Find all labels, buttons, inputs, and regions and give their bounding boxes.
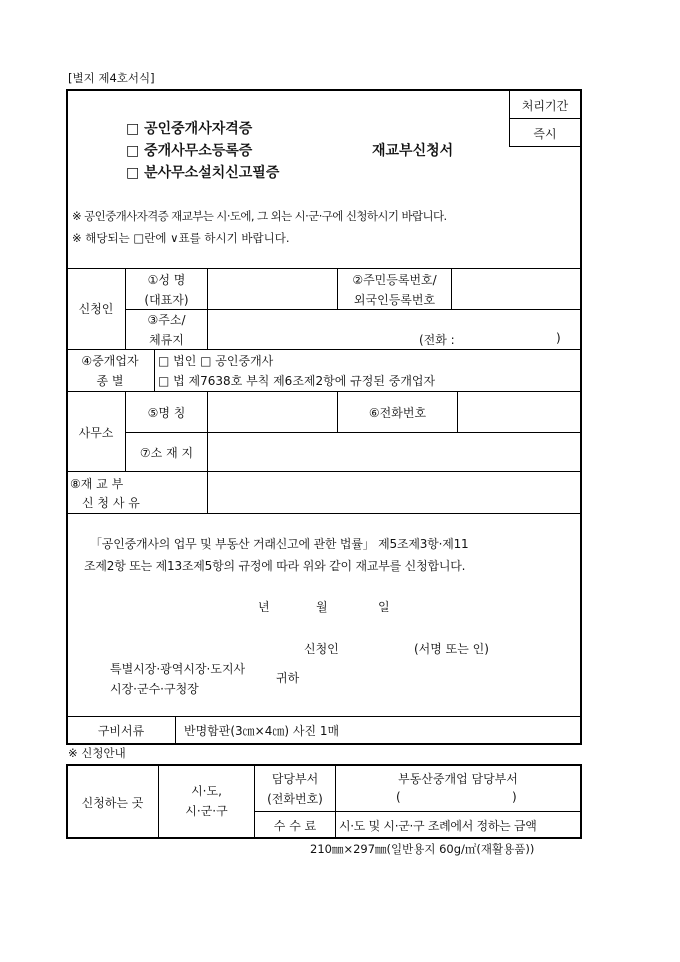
office-phone-label: ⑥전화번호 [368,406,427,420]
residence-label: 체류지 [149,333,184,347]
broker-type-label: ④중개업자 [81,354,139,368]
rrn-input[interactable] [453,270,579,308]
reason-label: ⑧재 교 부 [70,477,124,491]
note-where-to-apply: ※ 공인중개사자격증 재교부는 시·도에, 그 외는 시·군·구에 신청하시기 바랍니다. [72,209,447,223]
name-input[interactable] [209,270,336,308]
applicant-sign-label: 신청인 [304,642,339,656]
reason-input[interactable] [209,473,579,512]
name-label: ①성 명 [147,273,186,287]
guide-heading: ※ 신청안내 [68,746,126,760]
honorific-label: 귀하 [276,671,300,685]
address-label: ③주소/ [147,313,186,327]
guide-fee-label: 수 수 료 [273,819,317,833]
processing-period-value: 즉시 [533,127,557,141]
guide-dept-phone-label: (전화번호) [267,792,323,806]
paper-size-footer: 210㎜×297㎜(일반용지 60g/㎡(재활용품)) [310,842,535,856]
form-title: 재교부신청서 [372,143,454,159]
broker-type-options[interactable]: □ 법인 □ 공인중개사 [158,354,274,368]
address-phone-close: ) [556,331,561,345]
option-qualification-certificate[interactable]: □ 공인중개사자격증 [126,121,253,137]
guide-place-label: 신청하는 곳 [81,796,144,810]
guide-dept-value: 부동산중개업 담당부서 [398,772,518,786]
guide-fee-value: 시·도 및 시·군·구 조례에서 정하는 금액 [339,819,537,833]
rrn-label: ②주민등록번호/ [352,273,437,287]
date-year-label: 년 [258,600,270,614]
guide-dept-phone-close: ) [512,790,517,804]
broker-type-option-legacy[interactable]: □ 법 제7638호 부칙 제6조제2항에 규정된 중개업자 [158,374,436,388]
addressee-line-2: 시장·군수·구청장 [110,682,199,696]
address-phone-label: (전화 : [419,333,455,347]
office-location-input[interactable] [209,434,579,470]
guide-dept-phone-open: ( [396,790,401,804]
guide-place-2: 시·군·구 [185,804,228,818]
broker-type-label-2: 종 별 [96,374,124,388]
office-name-input[interactable] [209,393,336,431]
signature-label: (서명 또는 인) [414,642,489,656]
address-input[interactable] [209,311,579,348]
attachments-label: 구비서류 [97,724,145,738]
note-check-instruction: ※ 해당되는 □란에 ∨표를 하시기 바랍니다. [72,231,290,245]
processing-period-label: 처리기간 [521,99,569,113]
office-section-label: 사무소 [78,426,114,440]
reason-label-2: 신 청 사 유 [82,496,140,510]
guide-dept-label: 담당부서 [271,772,319,786]
option-branch-office-report[interactable]: □ 분사무소설치신고필증 [126,165,280,181]
statement-line-2: 조제2항 또는 제13조제5항의 규정에 따라 위와 같이 재교부를 신청합니다. [84,559,466,573]
attachments-value: 반명함판(3㎝×4㎝) 사진 1매 [184,724,340,738]
office-name-label: ⑤명 칭 [147,406,186,420]
office-phone-input[interactable] [459,393,579,431]
statement-line-1: 「공인중개사의 업무 및 부동산 거래신고에 관한 법률」 제5조제3항·제11 [90,537,469,551]
form-number-label: [별지 제4호서식] [68,71,155,85]
date-day-label: 일 [378,600,390,614]
foreigner-registration-label: 외국인등록번호 [353,293,436,307]
date-month-label: 월 [316,600,328,614]
guide-place-1: 시·도, [191,784,222,798]
addressee-line-1: 특별시장·광역시장·도지사 [110,662,246,676]
option-office-registration[interactable]: □ 중개사무소등록증 [126,143,253,159]
office-location-label: ⑦소 재 지 [139,446,194,460]
representative-label: (대표자) [144,293,189,307]
applicant-section-label: 신청인 [78,302,114,316]
